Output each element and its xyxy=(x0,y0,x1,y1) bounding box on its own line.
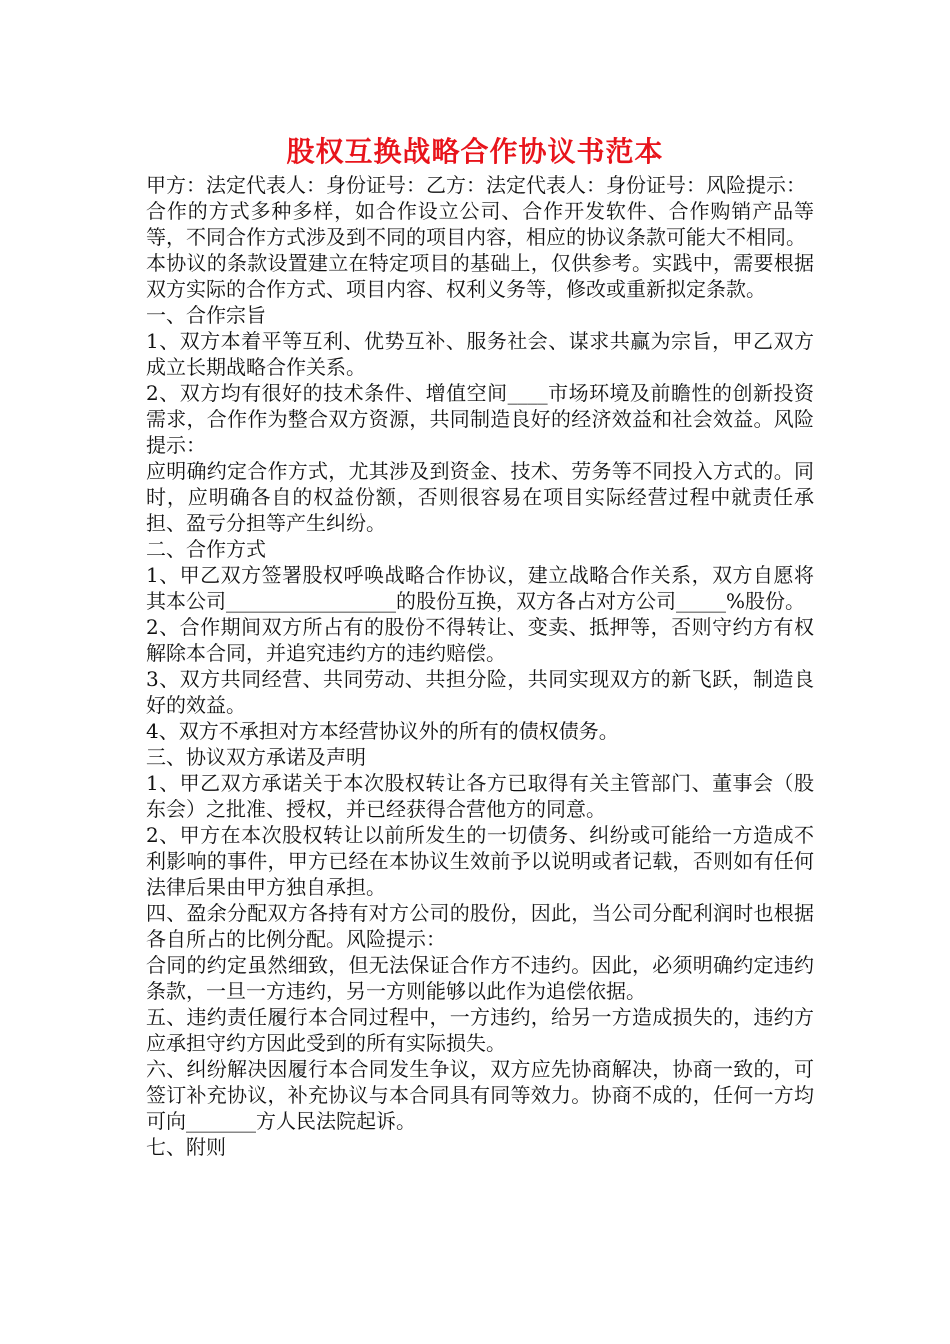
paragraph-commitment-2: 2、甲方在本次股权转让以前所发生的一切债务、纠纷或可能给一方造成不利影响的事件，甲方已经在本协议生效前予以说明或者记载，否则如有任何法律后果由甲方独自承担。 xyxy=(146,823,814,899)
paragraph-reference-note: 本协议的条款设置建立在特定项目的基础上，仅供参考。实践中，需要根据双方实际的合作方式、项目内容、权利义务等，修改或重新拟定条款。 xyxy=(146,251,814,301)
paragraph-method-2: 2、合作期间双方所占有的股份不得转让、变卖、抵押等，否则守约方有权解除本合同，并追究违约方的违约赔偿。 xyxy=(146,615,814,665)
paragraph-profit-distribution: 四、盈余分配双方各持有对方公司的股份，因此，当公司分配利润时也根据各自所占的比例分配。风险提示： xyxy=(146,901,814,951)
paragraph-risk-cooperation: 应明确约定合作方式，尤其涉及到资金、技术、劳务等不同投入方式的。同时，应明确各自的权益份额，否则很容易在项目实际经营过程中就责任承担、盈亏分担等产生纠纷。 xyxy=(146,459,814,535)
paragraph-liability: 五、违约责任履行本合同过程中，一方违约，给另一方造成损失的，违约方应承担守约方因此受到的所有实际损失。 xyxy=(146,1005,814,1055)
paragraph-method-1: 1、甲乙双方签署股权呼唤战略合作协议，建立战略合作关系，双方自愿将其本公司_________________的股份互换，双方各占对方公司_____%股份。 xyxy=(146,563,814,613)
paragraph-dispute: 六、纠纷解决因履行本合同发生争议，双方应先协商解决，协商一致的，可签订补充协议，补充协议与本合同具有同等效力。协商不成的，任何一方均可向_______方人民法院起诉。 xyxy=(146,1057,814,1133)
paragraph-commitment-1: 1、甲乙双方承诺关于本次股权转让各方已取得有关主管部门、董事会（股东会）之批准、授权，并已经获得合营他方的同意。 xyxy=(146,771,814,821)
document-title: 股权互换战略合作协议书范本 xyxy=(286,135,664,168)
paragraph-method-3: 3、双方共同经营、共同劳动、共担分险，共同实现双方的新飞跃，制造良好的效益。 xyxy=(146,667,814,717)
paragraph-risk-breach: 合同的约定虽然细致，但无法保证合作方不违约。因此，必须明确约定违约条款，一旦一方违约，另一方则能够以此作为追偿依据。 xyxy=(146,953,814,1003)
paragraph-parties: 甲方：法定代表人：身份证号：乙方：法定代表人：身份证号：风险提示： xyxy=(146,173,806,197)
section-heading-commitments: 三、协议双方承诺及声明 xyxy=(146,745,366,769)
section-heading-appendix: 七、附则 xyxy=(146,1135,226,1159)
paragraph-cooperation-forms: 合作的方式多种多样，如合作设立公司、合作开发软件、合作购销产品等等，不同合作方式涉及到不同的项目内容，相应的协议条款可能大不相同。 xyxy=(146,199,814,249)
paragraph-purpose-2: 2、双方均有很好的技术条件、增值空间____市场环境及前瞻性的创新投资需求，合作作为整合双方资源，共同制造良好的经济效益和社会效益。风险提示： xyxy=(146,381,814,457)
document-body xyxy=(146,172,814,1160)
paragraph-method-4: 4、双方不承担对方本经营协议外的所有的债权债务。 xyxy=(146,719,619,743)
section-heading-purpose: 一、合作宗旨 xyxy=(146,303,266,327)
paragraph-purpose-1: 1、双方本着平等互利、优势互补、服务社会、谋求共赢为宗旨，甲乙双方成立长期战略合作关系。 xyxy=(146,329,814,379)
section-heading-method: 二、合作方式 xyxy=(146,537,266,561)
